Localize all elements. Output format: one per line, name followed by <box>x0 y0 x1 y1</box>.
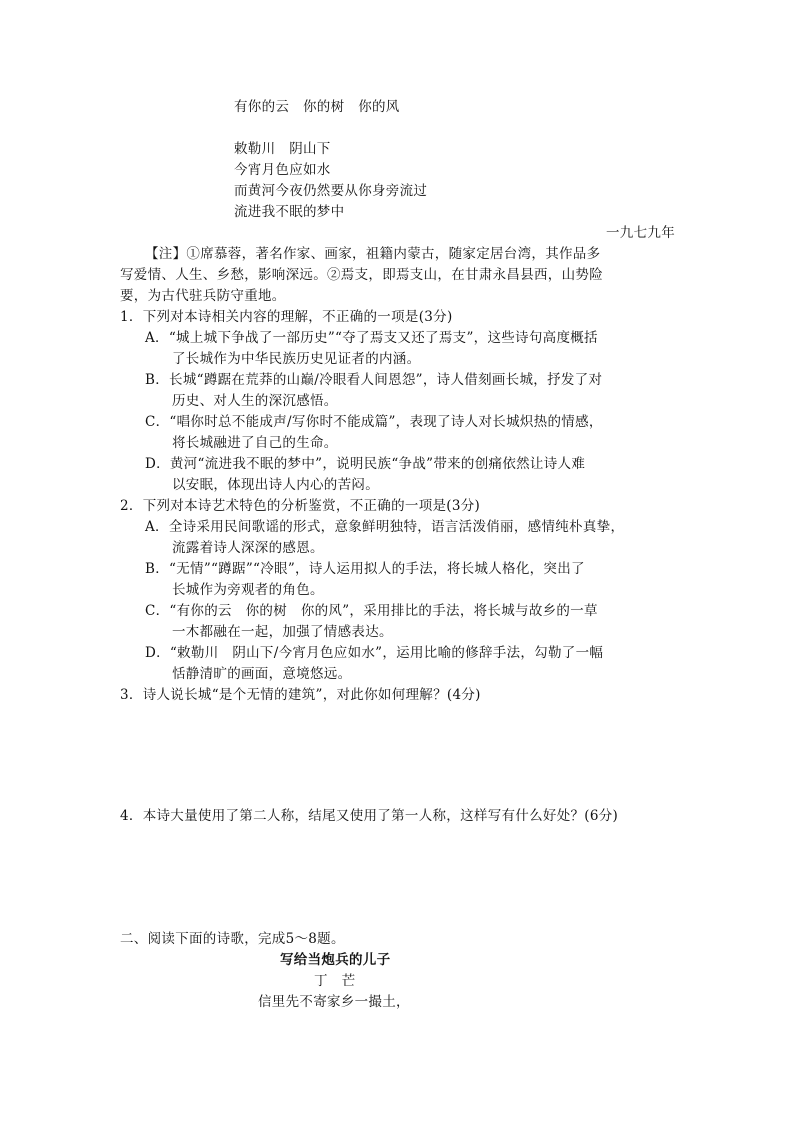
poem-line: 信里先不寄家乡一撮土， <box>258 994 410 1010</box>
q1-option-a: A．“城上城下争战了一部历史”“夺了焉支又还了焉支”，这些诗句高度概括 <box>145 330 598 346</box>
q1-option-d-cont: 以安眠，体现出诗人内心的苦闷。 <box>172 477 379 493</box>
q1-option-a-cont: 了长城作为中华民族历史见证者的内涵。 <box>172 351 421 367</box>
question-4-stem: 4．本诗大量使用了第二人称，结尾又使用了第一人称，这样写有什么好处？(6分) <box>120 808 619 824</box>
q2-option-a-cont: 流露着诗人深深的感恩。 <box>172 540 324 556</box>
note-text: 要，为古代驻兵防守重地。 <box>120 288 286 304</box>
q2-option-b: B．“无情”“蹲踞”“冷眼”，诗人运用拟人的手法，将长城人格化，突出了 <box>145 561 585 577</box>
question-1-stem: 1．下列对本诗相关内容的理解，不正确的一项是(3分) <box>120 309 453 325</box>
poem-line: 敕勒川 阴山下 <box>234 141 331 157</box>
poem-date: 一九七九年 <box>606 225 675 241</box>
question-3-stem: 3．诗人说长城“是个无情的建筑”，对此你如何理解？(4分) <box>120 687 481 703</box>
q1-option-d: D．黄河“流进我不眠的梦中”，说明民族“争战”带来的创痛依然让诗人难 <box>145 456 586 472</box>
q2-option-d-cont: 恬静清旷的画面，意境悠远。 <box>172 666 352 682</box>
poem-line: 有你的云 你的树 你的风 <box>234 99 400 115</box>
poem-line: 今宵月色应如水 <box>234 162 331 178</box>
q1-option-c: C．“唱你时总不能成声/写你时不能成篇”，表现了诗人对长城炽热的情感， <box>145 414 603 430</box>
poem-line: 而黄河今夜仍然要从你身旁流过 <box>234 183 428 199</box>
question-2-stem: 2．下列对本诗艺术特色的分析鉴赏，不正确的一项是(3分) <box>120 498 481 514</box>
note-text: 【注】①席慕蓉，著名作家、画家，祖籍内蒙古，随家定居台湾，其作品多 <box>145 246 601 262</box>
poem-line: 流进我不眠的梦中 <box>234 204 345 220</box>
q2-option-d: D．“敕勒川 阴山下/今宵月色应如水”，运用比喻的修辞手法，勾勒了一幅 <box>145 645 604 661</box>
q1-option-b: B．长城“蹲踞在荒莽的山巅/冷眼看人间恩怨”，诗人借刻画长城，抒发了对 <box>145 372 603 388</box>
q1-option-b-cont: 历史、对人生的深沉感悟。 <box>172 393 338 409</box>
q1-option-c-cont: 将长城融进了自己的生命。 <box>172 435 338 451</box>
note-text: 写爱情、人生、乡愁，影响深远。②焉支，即焉支山，在甘肃永昌县西，山势险 <box>120 267 603 283</box>
section-heading: 二、阅读下面的诗歌，完成5～8题。 <box>120 931 345 947</box>
poem-author: 丁 芒 <box>314 973 356 989</box>
q2-option-b-cont: 长城作为旁观者的角色。 <box>172 582 324 598</box>
q2-option-a: A．全诗采用民间歌谣的形式，意象鲜明独特，语言活泼俏丽，感情纯朴真挚， <box>145 519 625 535</box>
q2-option-c-cont: 一木都融在一起，加强了情感表达。 <box>172 624 393 640</box>
poem-title: 写给当炮兵的儿子 <box>280 952 391 968</box>
q2-option-c: C．“有你的云 你的树 你的风”，采用排比的手法，将长城与故乡的一草 <box>145 603 598 619</box>
